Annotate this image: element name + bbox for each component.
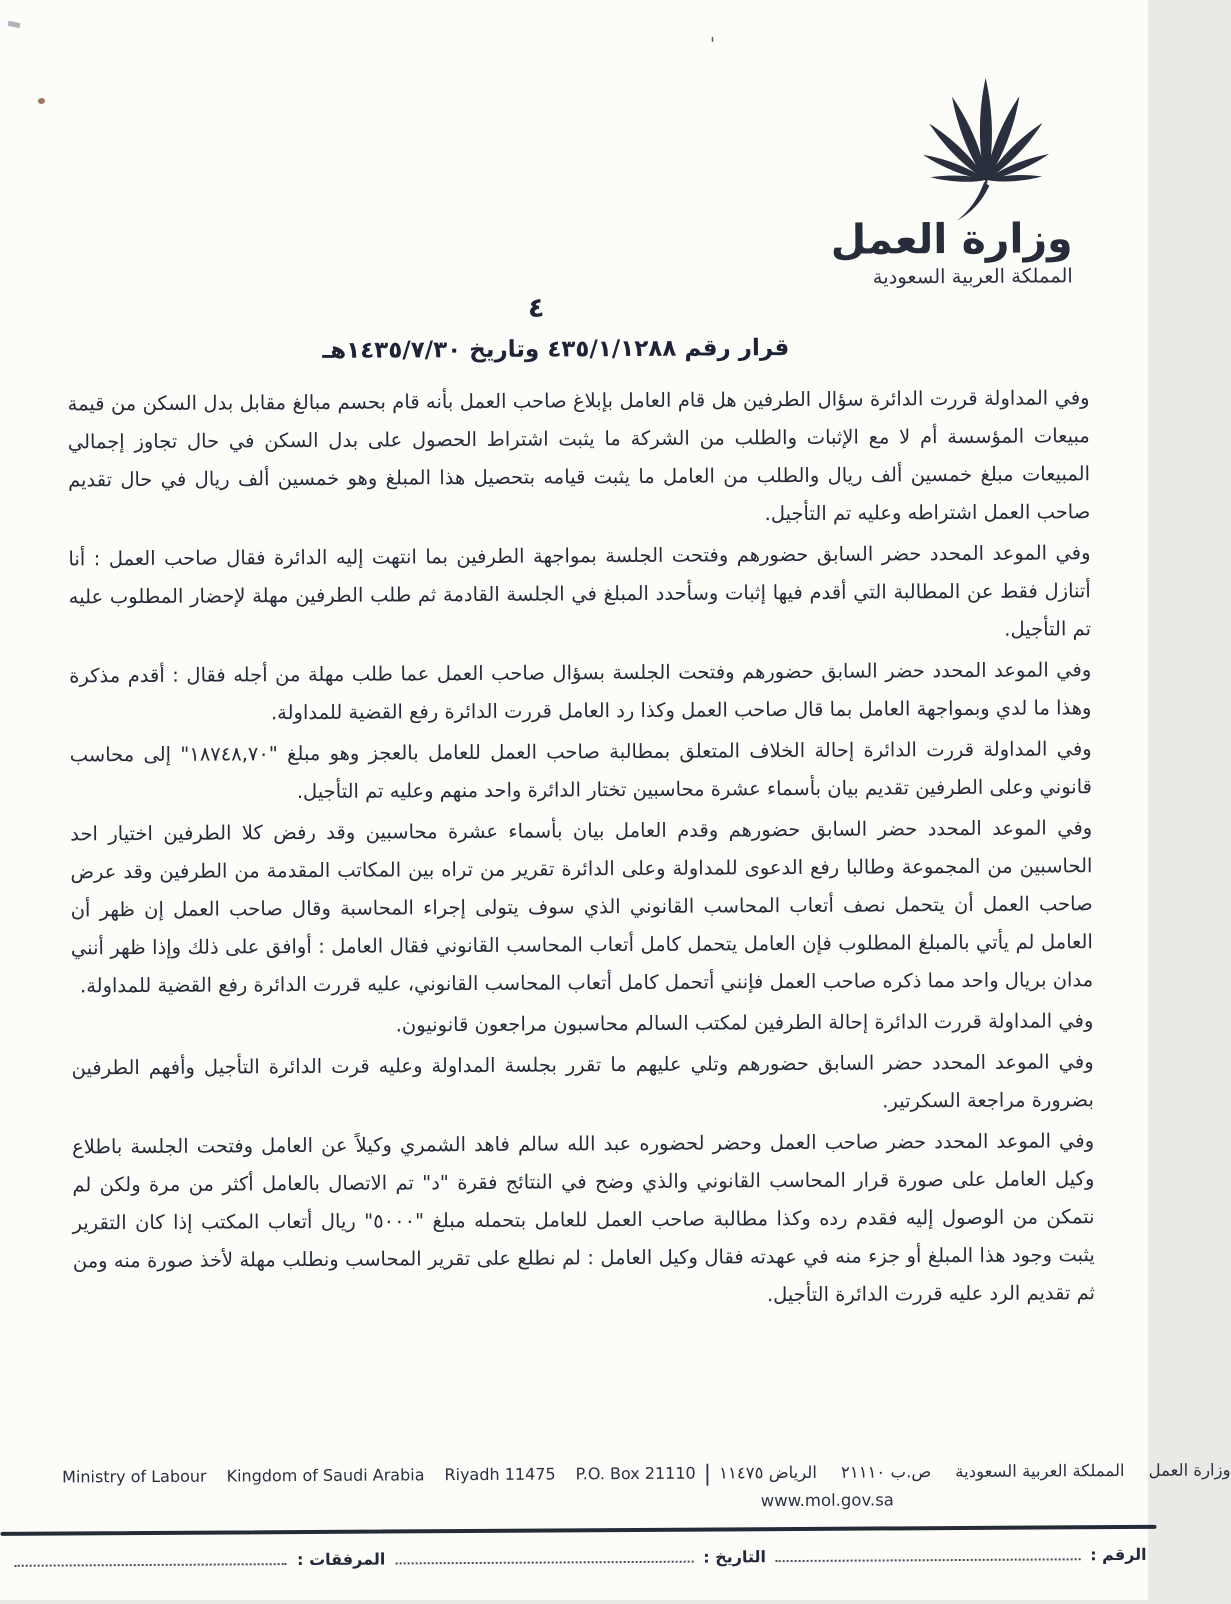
- footer: [62, 1457, 1231, 1514]
- field-number: [766, 1545, 1147, 1568]
- paragraph: وفي المداولة قررت الدائرة إحالة الطرفين لمكتب السالم محاسبون مراجعون قانونيون.: [395, 1009, 1094, 1037]
- paragraph: وفي الموعد المحدد حضر السابق حضورهم وقدم العامل بيان بأسماء عشرة محاسبين وقد رفض كلا الطرفين اختيار احد الحاسبين من المجموعة وطالبا رفع الدعوى للمداولة وعلى الدائرة تقرير من تراه بين المكاتب المقدمة من الطرفين وقد عرض صاحب العمل أن يتحمل نصف أتعاب المحاسب القانوني الذي سوف يتولى إجراء المحاسبة وقال صاحب العمل إن ظهر أن العامل لم يأتي بالمبلغ المطلوب فإن العامل يتحمل كامل أتعاب المحاسب القانوني فقال العامل : أوافق على ذلك وإذا ظهر أنني مدان بريال واحد مما ذكره صاحب العمل فإنني أتحمل كامل أتعاب المحاسب القانوني، عليه قررت الدائرة رفع القضية للمداولة.: [70, 816, 1094, 998]
- kingdom-name: المملكة العربية السعودية: [872, 264, 1073, 289]
- footer-separator: |: [703, 1461, 712, 1487]
- ministry-logo: [751, 55, 1072, 289]
- decision-title: قرار رقم ٤٣٥/١/١٢٨٨ وتاريخ ١٤٣٥/٧/٣٠هـ: [322, 335, 790, 364]
- palm-tree-icon: [893, 55, 1066, 224]
- paragraph: وفي الموعد المحدد حضر السابق حضورهم وفتحت الجلسة بسؤال صاحب العمل عما طلب مهلة من أجله فقال : أقدم مذكرة وهذا ما لدي وبمواجهة العامل بما قال صاحب العمل وكذا رد العامل قررت الدائرة رفع القضية للمداولة.: [69, 658, 1092, 725]
- paragraph: وفي الموعد المحدد حضر صاحب العمل وحضر لحضوره عبد الله سالم فاهد الشمري وكيلاً عن العامل وفتحت الجلسة باطلاع وكيل العامل على صورة قرار المحاسب القانوني والذي وضح في النتائج فقرة "د" تم الاتصال بالعامل أكثر من مرة ولكن لم نتمكن من الوصول إليه فقدم رده وكذا مطالبة صاحب العمل للعامل بتحمله مبلغ "٥٠٠٠" ريال أتعاب المكتب إذا كان التقرير يثبت وجود هذا المبلغ أو جزء منه في عهدته فقال وكيل العامل : لم نطلع على تقرير المحاسب ونطلب مهلة لأخذ صورة منه ومن ثم تقديم الرد عليه قررت الدائرة التأجيل.: [72, 1129, 1096, 1307]
- footer-english: [62, 1464, 696, 1487]
- document-body: [67, 379, 1095, 1321]
- field-date-label: التاريخ :: [703, 1547, 767, 1567]
- footer-item: وزارة العمل: [1148, 1460, 1231, 1480]
- footer-item: ص.ب ٢١١١٠: [840, 1462, 932, 1482]
- footer-item: Ministry of Labour: [62, 1466, 207, 1487]
- reference-fields: [5, 1545, 1147, 1573]
- footer-address-row: [62, 1457, 1231, 1488]
- page-number: ٤: [527, 292, 545, 324]
- field-number-label: الرقم :: [1090, 1544, 1147, 1565]
- paragraph: وفي الموعد المحدد حضر السابق حضورهم وتلي عليهم ما تقرر بجلسة المداولة وعليه قرت الدائرة التأجيل وأفهم الطرفين بضرورة مراجعة السكرتير.: [71, 1050, 1094, 1113]
- footer-item: Riyadh 11475: [444, 1464, 556, 1485]
- footer-item: Kingdom of Saudi Arabia: [226, 1465, 425, 1486]
- dotted-line: [15, 1551, 288, 1567]
- dotted-line: [776, 1546, 1080, 1562]
- ministry-name: وزارة العمل: [830, 214, 1073, 264]
- field-attachments: [5, 1550, 386, 1573]
- field-attachments-label: المرفقات :: [297, 1549, 386, 1570]
- paragraph: وفي المداولة قررت الدائرة سؤال الطرفين هل قام العامل بإبلاغ صاحب العمل بأنه قام بحسم مبالغ مقابل بدل السكن من قيمة مبيعات المؤسسة أم لا مع الإثبات والطلب من الشركة ما يثبت اشتراط الحصول على بدل السكن في حال تجاوز إجمالي المبيعات مبلغ خمسين ألف ريال والطلب من العامل ما يثبت قيامه بتحصيل هذا المبلغ وهو خمسين ألف ريال في حال تقديم صاحب العمل اشتراطه وعليه تم التأجيل.: [67, 386, 1091, 526]
- footer-item: الرياض ١١٤٧٥: [719, 1462, 818, 1483]
- footer-arabic: [719, 1460, 1231, 1482]
- field-date: [385, 1547, 766, 1570]
- dotted-line: [395, 1549, 693, 1565]
- footer-item: المملكة العربية السعودية: [955, 1461, 1125, 1482]
- website-url: www.mol.gov.sa: [760, 1490, 894, 1511]
- paragraph: وفي المداولة قررت الدائرة إحالة الخلاف المتعلق بمطالبة صاحب العمل للعامل بالعجز وهو مبلغ "١٨٧٤٨,٧٠" إلى محاسب قانوني وعلى الطرفين تقديم بيان بأسماء عشرة محاسبين تختار الدائرة واحد منهم وعليه تم التأجيل.: [69, 737, 1092, 804]
- footer-item: P.O. Box 21110: [575, 1463, 696, 1484]
- divider-rule: [0, 1525, 1156, 1536]
- scan-speck: ': [710, 34, 715, 55]
- paragraph: وفي الموعد المحدد حضر السابق حضورهم وفتحت الجلسة بمواجهة الطرفين بما انتهت إليه الدائرة فقال صاحب العمل : أنا أتنازل فقط عن المطالبة التي أقدم فيها إثبات وسأحدد المبلغ في الجلسة القادمة ثم طلب الطرفين مهلة لإحضار المطلوب عليه تم التأجيل.: [68, 541, 1092, 641]
